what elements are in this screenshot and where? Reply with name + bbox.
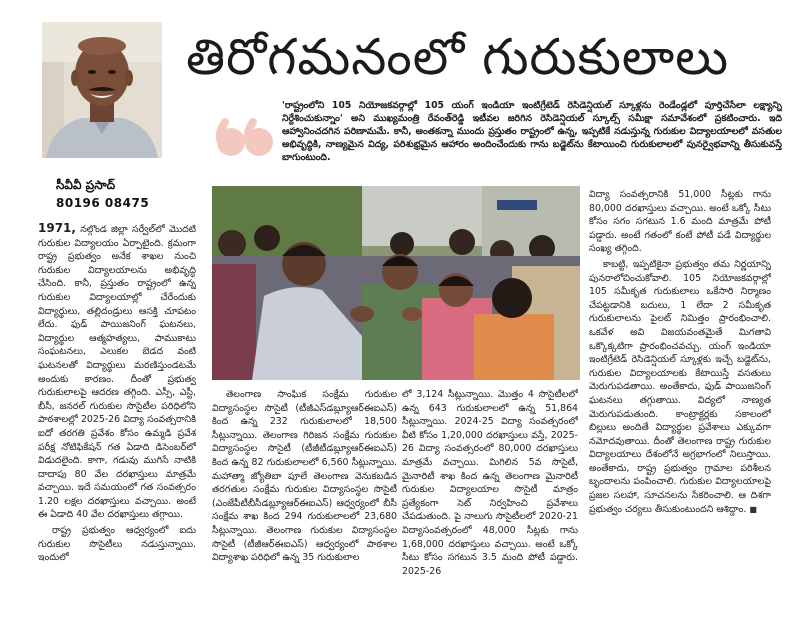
article-column-2: [212, 388, 397, 610]
paragraph: లో 3,124 సీట్లున్నాయి. మొత్తం 4 సొసైటీలలో ఉన్న 643 గురుకులాలలో ఉన్న 51,864 సీట్లున్నాయి. 2024-25 విద్యా సంవత్సరంలో వీటి కోసం 1,20,000 దరఖాస్తులు వస్తే, 2025-26 విద్యా సంవత్సరంలో 80,000 దరఖాస్తులు మాత్రమే వచ్చాయి. మిగిలిన 5వ సొసైటీ, మైనారిటీ శాఖ కింద ఉన్న తెలంగాణ మైనారిటీ గురుకుల విద్యాలయాల సొసైటీ మాత్రం ప్రత్యేకంగా సెట్ నిర్వహించి ప్రవేశాలు చేపడుతుంది. పై నాలుగు సొసైటీలలో 2020-21 విద్యాసంవత్సరంలో 48,000 సీట్లకు గాను 1,68,000 దరఖాస్తులు వచ్చాయి. అంటే ఒక్కో సీటు కోసం సగటున 3.5 మంది పోటీ పడ్డారు. 2025-26: [402, 389, 578, 577]
end-mark-icon: ■: [749, 504, 757, 514]
article-column-3: [402, 388, 578, 610]
paragraph: రాష్ట్ర ప్రభుత్వం ఆధ్వర్యంలో ఐదు గురుకుల సొసైటీలు నడుస్తున్నాయి. ఇందులో: [38, 525, 196, 564]
author-phone: 80196 08475: [56, 196, 150, 210]
paragraph-text: కాబట్టి, ఇప్పటికైనా ప్రభుత్వం తమ నిర్ణయాన్ని పునరాలోచించుకోవాలి. 105 నియోజకవర్గాల్లో 105 సమీకృత గురుకులాలు ఒకేసారి నిర్మాణం చేపట్టడానికి బదులు, 1 లేదా 2 సమీకృత గురుకులాలను పైలట్ నిమిత్తం ప్రారంభించాలి. ఒకవేళ అవి విజయవంతమైతే మిగతావి ఒక్కొక్కటిగా ప్రారంభించవచ్చు. యంగ్ ఇండియా ఇంటిగ్రేటెడ్ రెసిడెన్షియల్ స్కూళ్లకు ఇచ్చే బడ్జెట్‌ను, గురుకుల విద్యాలయాలకు కేటాయిస్తే వసతులు మెరుగుపడతాయి. అంతేకాదు, ఫుడ్ పాయిజనింగ్ ఘటనలు తగ్గుతాయి. విద్యలో నాణ్యత మెరుగుపడుతుంది. కాంట్రాక్టర్లకు సకాలంలో బిల్లులు అందితే విద్యార్థుల ప్రవేశాలు ఎక్కువగా నమోదవుతాయి. దీంతో తెలంగాణ రాష్ట్ర గురుకుల విద్యాలయాలు దేశంలోనే అగ్రభాగంలో నిలుస్తాయి. అంతేకాదు, రాష్ట్ర ప్రభుత్వం గ్రామాల పరిశీలన బృందాలను పంపించాలి. గురుకుల విద్యాలయాలపై ప్రజల సలహా, సూచనలను సేకరించాలి. ఆ దిశగా ప్రభుత్వం చర్యలు తీసుకుంటుందని ఆశిద్దాం.: [589, 258, 771, 515]
author-name: సీవీవీ ప్రసాద్: [56, 178, 116, 192]
article-column-4: [589, 188, 771, 610]
standfirst: 'రాష్ట్రంలోని 105 నియోజకవర్గాల్లో 105 యంగ్ ఇండియా ఇంటిగ్రేటెడ్ రెసిడెన్షియల్ స్కూళ్లను రెండేండ్లలో పూర్తిచేసేలా లక్ష్యాన్ని నిర్దేశించుకున్నాం' అని ముఖ్యమంత్రి రేవంత్‌రెడ్డి ఇటీవల జరిగిన రెసిడెన్షియల్ స్కూల్స్ సమీక్షా సమావేశంలో ప్రకటించారు. ఇది ఆహ్వానించదగిన పరిణామమే. కానీ, అంతకన్నా ముందు ప్రస్తుతం రాష్ట్రంలో ఉన్న, ఇప్పటికే నడుస్తున్న గురుకుల విద్యాలయాలలో వసతుల అభివృద్ధికి, నాణ్యమైన విద్య, పరిశుభ్రమైన ఆహారం అందించేందుకు గాను బడ్జెట్‌ను కేటాయించి గురుకులాలలో పునర్వైభవాన్ని తీసుకువస్తే బాగుంటుంది.: [282, 100, 782, 164]
paragraph: తెలంగాణ సాంఘిక సంక్షేమ గురుకుల విద్యాసంస్థల సొసైటీ (టీజీఎస్‌డబ్ల్యూఆర్‌ఈఐఎస్) కింద ఉన్న 232 గురుకులాలలో 18,500 సీట్లున్నాయి. తెలంగాణ గిరిజన సంక్షేమ గురుకుల విద్యాసంస్థల సొసైటీ (టీజీటీడబ్ల్యూఆర్‌ఈఐఎస్) కింద ఉన్న 82 గురుకులాలలో 6,560 సీట్లున్నాయి. మహాత్మా జ్యోతిబా పూలే తెలంగాణ వెనుకబడిన తరగతుల సంక్షేమ గురుకుల విద్యాసంస్థల సొసైటీ (ఎంజేపీటీబీసీడబ్ల్యూఆర్‌ఈఐఎస్) ఆధ్వర్యంలో బీసీ సంక్షేమ శాఖ కింద 294 గురుకులాలలో 23,680 సీట్లున్నాయి. తెలంగాణ గురుకుల విద్యాసంస్థల సొసైటీ (టీజీఆర్‌ఈఐఎస్) ఆధ్వర్యంలో పాఠశాల విద్యాశాఖ పరిధిలో ఉన్న 35 గురుకులాల: [212, 389, 397, 564]
lead-year: 1971,: [38, 222, 76, 235]
paragraph: విద్యా సంవత్సరానికి 51,000 సీట్లకు గాను 80,000 దరఖాస్తులు వచ్చాయి. అంటే ఒక్కో సీటు కోసం సగం సగటున 1.6 మంది మాత్రమే పోటీ పడ్డారు. అంటే గతంలో కంటే పోటీ పడే విద్యార్థుల సంఖ్య తగ్గింది.: [589, 189, 771, 255]
paragraph: [589, 258, 771, 516]
author-photo: [42, 22, 162, 158]
headline: తిరోగమనంలో గురుకులాలు: [186, 28, 729, 86]
article-column-1: [38, 222, 196, 612]
quote-marks-icon: [215, 112, 275, 162]
news-photo: [212, 186, 580, 380]
paragraph-text: నల్గొండ జిల్లా సర్వేల్‌లో మొదటి గురుకుల విద్యాలయం ఏర్పాటైంది. క్రమంగా రాష్ట్ర ప్రభుత్వం అనేక శాఖల నుంచి గురుకుల విద్యాలయాలను అభివృద్ధి చేసింది. కానీ, ప్రస్తుతం రాష్ట్రంలో ఉన్న గురుకుల విద్యాలయాల్లో చేరేందుకు విద్యార్థులు, తల్లిదండ్రులు ఆసక్తి చూపటం లేదు. ఫుడ్ పాయిజనింగ్ ఘటనలు, విద్యార్థుల ఆత్మహత్యలు, పాముకాటు సంఘటనలు, ఎలుకల బెడద వంటి ఘటనలతో విద్యార్థులు మరణిస్తుండటమే అందుకు కారణం. దీంతో ప్రభుత్వ గురుకులాలపై ఆదరణ తగ్గింది. ఎస్సీ, ఎస్టీ, బీసీ, జనరల్ గురుకుల సొసైటీల పరిధిలోని పాఠశాలల్లో 2025-26 విద్యా సంవత్సరానికి ఐదో తరగతి ప్రవేశం కోసం ఉమ్మడి ప్రవేశ పరీక్ష నోటిఫికేషన్ గత ఏడాది డిసెంబర్‌లో విడుదలైంది. కాగా, గడువు ముగిసే నాటికి దాదాపు 80 వేల దరఖాస్తులు మాత్రమే వచ్చాయి. ఇదే సమయంలో గత సంవత్సరం 1.20 లక్షల దరఖాస్తులు వచ్చాయి. అంటే ఈ ఏడాది 40 వేల దరఖాస్తులు తగ్గాయి.: [38, 224, 196, 521]
paragraph: [38, 222, 196, 522]
